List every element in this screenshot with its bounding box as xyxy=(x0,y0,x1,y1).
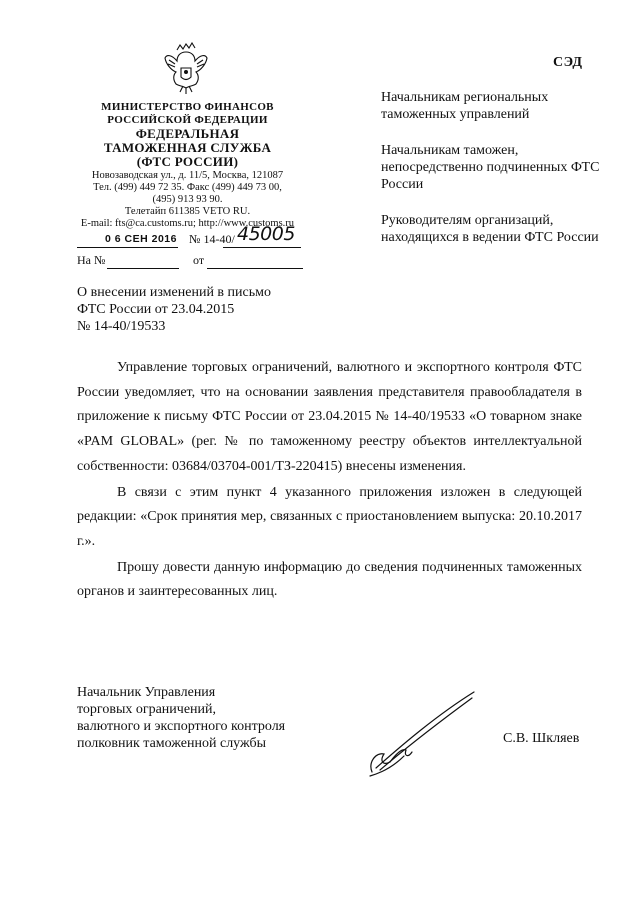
signer-name: С.В. Шкляев xyxy=(503,731,580,746)
service-name xyxy=(80,127,295,169)
org-address xyxy=(80,170,295,230)
ministry-name-line: РОССИЙСКОЙ ФЕДЕРАЦИИ xyxy=(107,114,268,126)
address-line: E-mail: fts@ca.customs.ru; http://www.customs.ru xyxy=(80,218,295,229)
reference-line xyxy=(77,253,302,271)
handwritten-signature xyxy=(362,690,482,780)
subject-line: ФТС России от 23.04.2015 xyxy=(77,302,235,317)
ministry-name-line: МИНИСТЕРСТВО ФИНАНСОВ xyxy=(101,101,274,113)
service-name-line: ФЕДЕРАЛЬНАЯ xyxy=(135,126,240,141)
signer-title-line: торговых ограничений, xyxy=(77,702,217,717)
body-paragraph: Управление торговых ограничений, валютного и экспортного контроля ФТС России уведомляет, что на основании заявления представителя правообладателя в приложение к письму ФТС России от 23.04.2015 № 14-40/19533 «О товарном знаке «PAM GLOBAL» (рег. № по таможенному реестру объектов интеллектуальной собственности: 03684/03704-001/ТЗ-220415) внесены изменения. xyxy=(77,360,582,474)
outgoing-number-prefix: № 14-40/ xyxy=(189,232,235,246)
signer-title xyxy=(77,684,337,752)
letter-body xyxy=(77,356,582,605)
coat-of-arms-icon xyxy=(163,42,209,96)
addressee: Руководителям организаций, находящихся в ведении ФТС России xyxy=(381,213,599,245)
body-paragraph: Прошу довести данную информацию до сведения подчиненных таможенных органов и заинтересованных лиц. xyxy=(77,559,582,600)
service-name-line: ТАМОЖЕННАЯ СЛУЖБА xyxy=(103,140,272,155)
address-line: Телетайп 611385 VETO RU. xyxy=(124,206,251,217)
address-line: Новозаводская ул., д. 11/5, Москва, 121087 xyxy=(91,170,284,181)
body-paragraph: В связи с этим пункт 4 указанного приложения изложен в следующей редакции: «Срок принятия мер, связанных с приостановлением выпуска: 20.10.2017 г.». xyxy=(77,484,582,549)
ref-from-label: от xyxy=(193,253,205,267)
signer-title-line: полковник таможенной службы xyxy=(77,736,267,751)
letter-subject xyxy=(77,284,327,335)
service-name-line: (ФТС РОССИИ) xyxy=(136,154,239,169)
address-line: (495) 913 93 90. xyxy=(152,194,223,205)
signer-title-line: валютного и экспортного контроля xyxy=(77,719,286,734)
addressee: Начальникам таможен, непосредственно подчиненных ФТС России xyxy=(381,143,600,192)
addressees xyxy=(381,89,611,265)
subject-line: № 14-40/19533 xyxy=(77,319,166,334)
address-line: Тел. (499) 449 72 35. Факс (499) 449 73 00, xyxy=(93,182,282,193)
outgoing-date-stamp: 0 6 СЕН 2016 xyxy=(105,233,177,245)
signer-title-line: Начальник Управления xyxy=(77,685,216,700)
outgoing-number-handwritten: 45005 xyxy=(237,223,295,245)
addressee: Начальникам региональных таможенных управлений xyxy=(381,90,549,122)
document-tag: СЭД xyxy=(553,55,583,70)
ministry-name xyxy=(80,101,295,127)
subject-line: О внесении изменений в письмо xyxy=(77,285,271,300)
ref-number-label: На № xyxy=(77,253,106,267)
